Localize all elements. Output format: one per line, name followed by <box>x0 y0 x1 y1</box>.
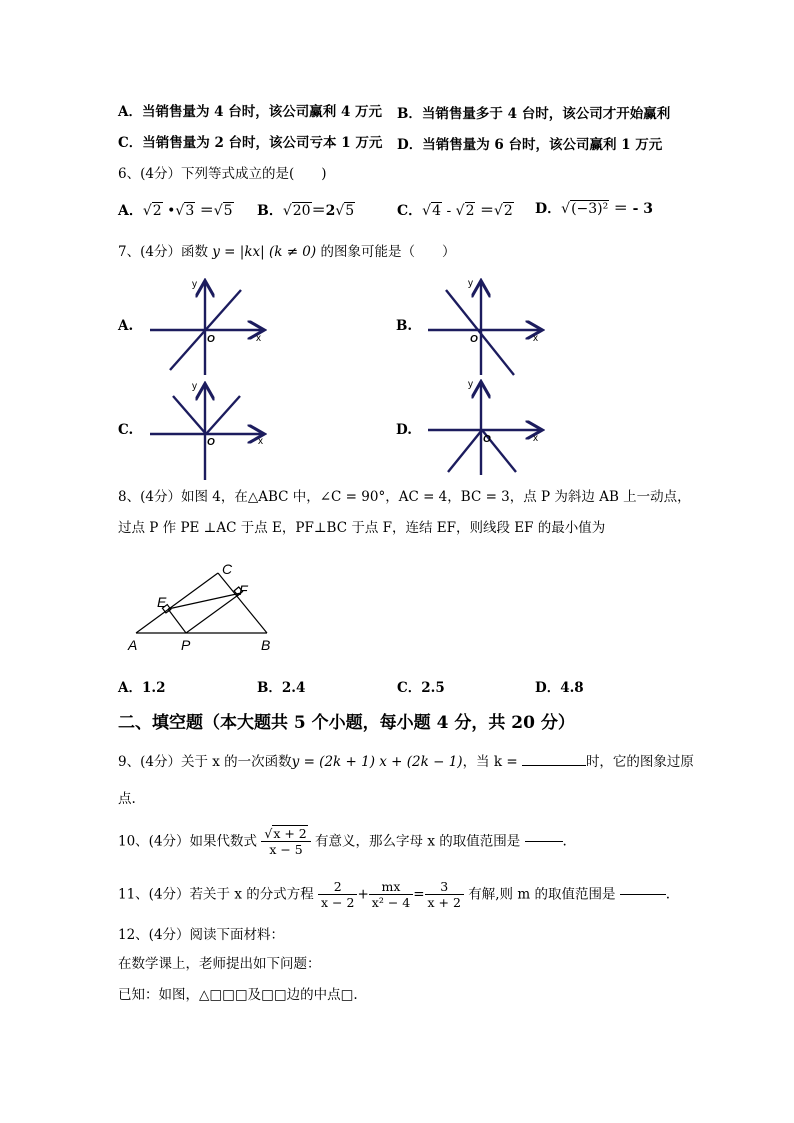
q6-option-d: D．√(−3)² ＝ - 3 <box>535 201 654 217</box>
q7-d-x-label: x <box>533 433 538 444</box>
q8-label-e: E <box>157 594 167 610</box>
q6-stem: 6、(4分）下列等式成立的是( ) <box>118 166 327 182</box>
q7-graph-d <box>428 384 540 475</box>
q6-option-b: B．√20＝2√5 <box>257 203 355 219</box>
q8-label-a: A <box>128 637 138 653</box>
q7-graph-c <box>150 386 262 480</box>
q11-fraction-3: $\frac{3}{x + 2}$ <box>425 879 464 910</box>
q8-option-a: A．1.2 <box>118 680 166 696</box>
q7-a-origin: O <box>207 334 215 345</box>
q8-option-c: C．2.5 <box>397 680 445 696</box>
q7-graph-a <box>150 283 262 375</box>
q7-option-a-label: A. <box>118 318 134 334</box>
q8-label-f: F <box>239 582 248 598</box>
q9-answer-blank[interactable] <box>522 765 586 766</box>
q12-line3: 已知：如图，△□□□及□□边的中点□. <box>118 987 358 1003</box>
q7-b-y-label: y <box>468 278 473 289</box>
q12-line2: 在数学课上，老师提出如下问题： <box>118 956 321 972</box>
q5-option-d: D．当销售量为 6 台时，该公司赢利 1 万元 <box>397 137 663 153</box>
q11-stem: 11、(4分）若关于 x 的分式方程 $\frac{2}{x - 2}$ + $\frac{mx}{\text{x² − 4}}$ = $\frac{3}{x + 2}$ 有解,则 m 的取值范围是 . <box>118 879 671 910</box>
q7-option-c-label: C. <box>118 422 134 438</box>
q7-stem: 7、(4分）函数 y = |kx| (k ≠ 0) 的图象可能是（ ） <box>118 244 456 260</box>
q8-stem-line2: 过点 P 作 PE ⊥AC 于点 E，PF⊥BC 于点 F，连结 EF，则线段 EF 的最小值为 <box>118 520 606 536</box>
q7-b-origin: O <box>470 334 478 345</box>
q7-c-x-label: x <box>258 436 263 447</box>
q7-b-x-label: x <box>533 333 538 344</box>
q8-triangle-figure <box>118 557 298 655</box>
q7-d-y-label: y <box>468 379 473 390</box>
section-2-heading: 二、填空题（本大题共 5 个小题，每小题 4 分，共 20 分） <box>118 713 575 733</box>
q7-a-x-label: x <box>256 333 261 344</box>
q7-c-origin: O <box>207 437 215 448</box>
q7-graph-b <box>428 283 540 375</box>
q10-fraction: $\frac{√x + 2}{x - 5}$ <box>261 826 310 857</box>
q7-option-d-label: D. <box>396 422 412 438</box>
q8-label-c: C <box>222 561 233 577</box>
q11-fraction-2: $\frac{mx}{\text{x² − 4}}$ <box>369 879 413 910</box>
q11-answer-blank[interactable] <box>620 894 666 895</box>
q9-stem: 9、(4分）关于 x 的一次函数y = (2k + 1) x + (2k − 1)，当 k = 时，它的图象过原 <box>118 754 694 770</box>
q8-label-b: B <box>261 637 271 653</box>
q5-option-b: B．当销售量多于 4 台时，该公司才开始赢利 <box>397 106 671 122</box>
q10-stem: 10、(4分）如果代数式 $\frac{√x + 2}{x - 5}$ 有意义，那么字母 x 的取值范围是 . <box>118 826 567 857</box>
q7-a-y-label: y <box>192 279 197 290</box>
q8-option-b: B．2.4 <box>257 680 306 696</box>
q5-option-c: C．当销售量为 2 台时，该公司亏本 1 万元 <box>118 135 383 151</box>
q6-option-c: C．√4 - √2 ＝√2 <box>397 203 513 219</box>
q8-label-p: P <box>181 637 191 653</box>
q7-d-origin: O <box>483 434 491 445</box>
q11-fraction-1: $\frac{2}{x - 2}$ <box>318 879 357 910</box>
q12-stem: 12、(4分）阅读下面材料： <box>118 927 285 943</box>
q10-answer-blank[interactable] <box>525 841 563 842</box>
q7-option-b-label: B. <box>396 318 413 334</box>
q8-stem-line1: 8、(4分）如图 4，在△ABC 中，∠C = 90°，AC = 4，BC = 3，点 P 为斜边 AB 上一动点， <box>118 489 691 505</box>
q6-option-a: A．√2 •√3 ＝√5 <box>118 203 233 219</box>
q7-c-y-label: y <box>192 381 197 392</box>
q9-stem-line2: 点. <box>118 791 136 807</box>
q8-option-d: D．4.8 <box>535 680 584 696</box>
q5-option-a: A．当销售量为 4 台时，该公司赢利 4 万元 <box>118 104 383 120</box>
